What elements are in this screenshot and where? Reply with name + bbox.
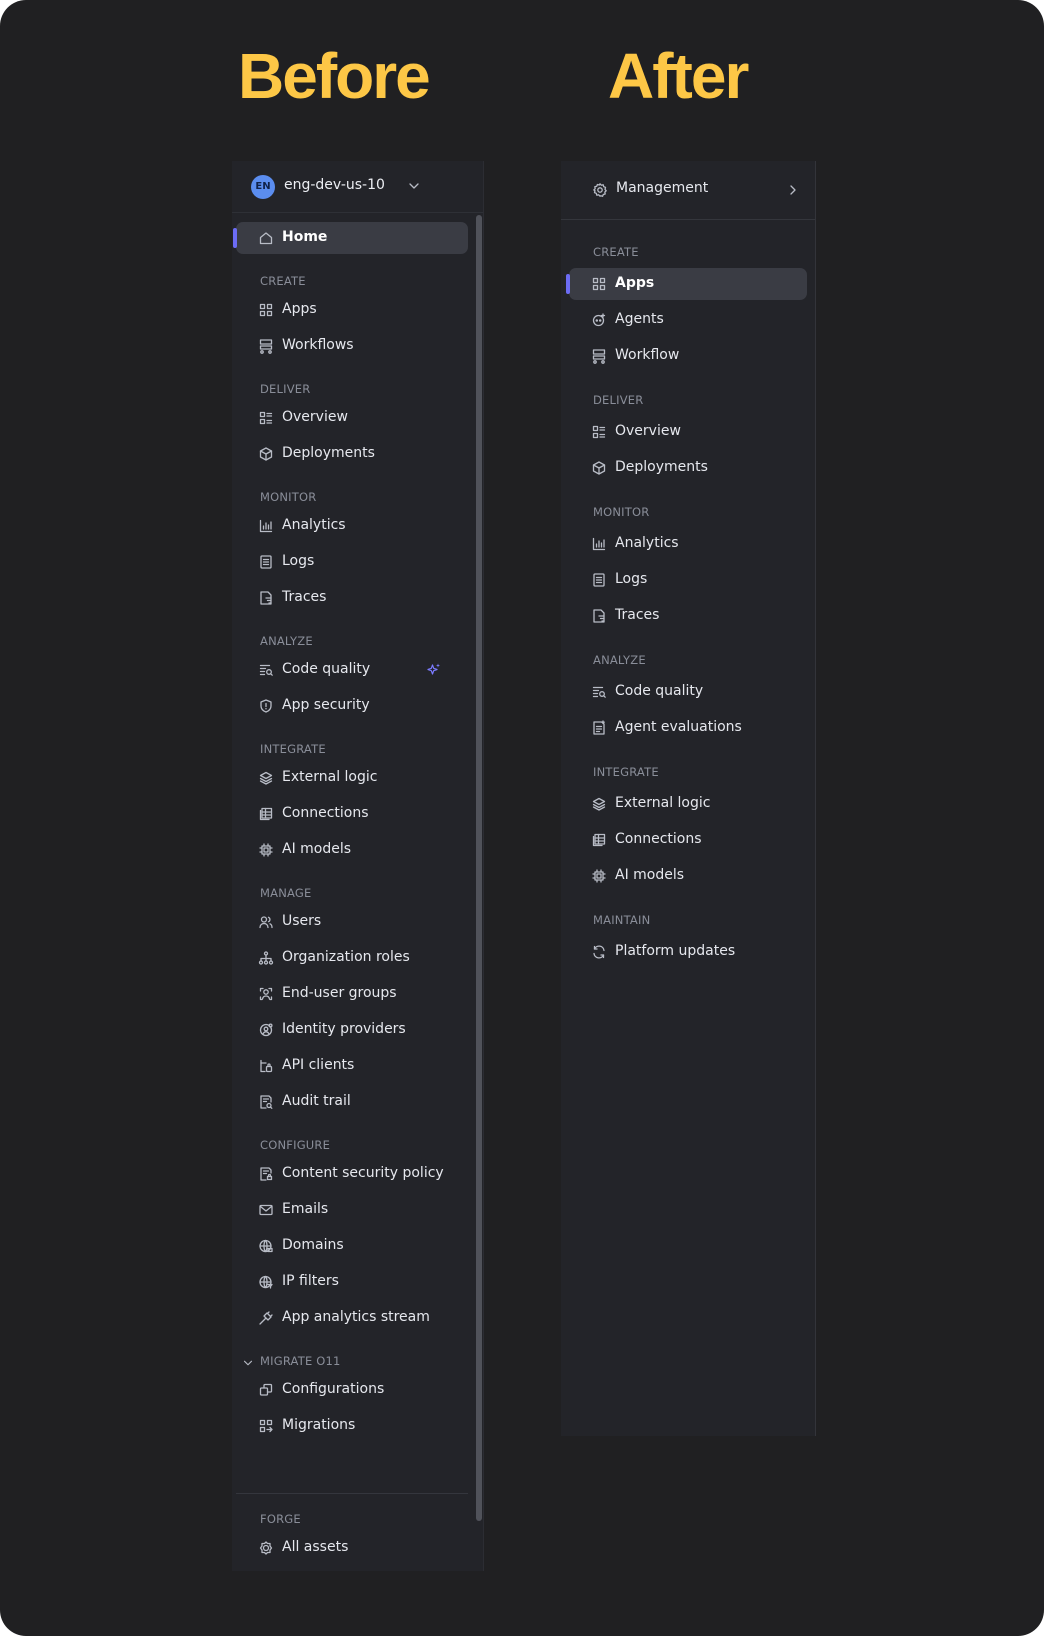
sidebar-item-analytics[interactable] [236,510,468,542]
nav-item-label: Identity providers [282,1021,406,1037]
sidebar-item-overview[interactable] [236,402,468,434]
sidebar-item-all-assets[interactable] [236,1532,468,1564]
trace-icon [591,608,607,624]
active-indicator [233,228,237,248]
nav-item-label: External logic [282,769,378,785]
user-group-icon [258,986,274,1002]
sidebar-item-domains[interactable] [236,1230,468,1262]
nav-item-label: External logic [615,795,711,811]
sidebar-item-identity-providers[interactable] [236,1014,468,1046]
sidebar-item-workflows[interactable] [236,330,468,362]
section-label-migrate-o11: MIGRATE O11 [260,1354,341,1368]
management-link[interactable] [561,161,815,220]
sidebar-after [561,161,816,1436]
active-indicator [566,274,570,294]
assets-icon [258,1540,274,1556]
sidebar-item-apps[interactable] [236,294,468,326]
nav-item-label: Users [282,913,322,929]
nav-item-label: Deployments [282,445,375,461]
nav-item-label: Domains [282,1237,344,1253]
code-search-icon [591,684,607,700]
sidebar-item-logs[interactable] [569,564,807,596]
chevron-right-icon [785,182,801,198]
nav-item-label: Configurations [282,1381,385,1397]
nav-item-label: End-user groups [282,985,397,1001]
sidebar-item-home[interactable] [236,222,468,254]
sidebar-item-configurations[interactable] [236,1374,468,1406]
chip-icon [591,868,607,884]
section-label-monitor: MONITOR [260,490,317,504]
sidebar-item-code-quality[interactable] [236,654,468,686]
nav-item-label: API clients [282,1057,355,1073]
sidebar-item-apps[interactable] [569,268,807,300]
sidebar-item-agent-evaluations[interactable] [569,712,807,744]
policy-icon [258,1166,274,1182]
code-search-icon [258,662,274,678]
sidebar-item-emails[interactable] [236,1194,468,1226]
chevron-down-icon[interactable] [406,178,422,194]
sidebar-item-end-user-groups[interactable] [236,978,468,1010]
section-label-deliver: DELIVER [593,393,644,407]
nav-item-label: Apps [282,301,317,317]
hierarchy-icon [258,950,274,966]
nav-item-label: Organization roles [282,949,410,965]
sparkle-icon [426,662,442,678]
nav-item-label: Deployments [615,459,708,475]
nav-item-label: All assets [282,1539,349,1555]
nav-item-label: Agent evaluations [615,719,742,735]
package-icon [258,446,274,462]
grid-icon [258,302,274,318]
audit-icon [258,1094,274,1110]
grid-icon [591,276,607,292]
document-icon [591,572,607,588]
nav-item-label: Migrations [282,1417,356,1433]
sidebar-item-traces[interactable] [569,600,807,632]
nav-item-label: Connections [615,831,702,847]
nav-item-label: Workflows [282,337,354,353]
nav-item-label: Connections [282,805,369,821]
chevron-down-icon[interactable] [241,1355,255,1369]
sidebar-item-connections[interactable] [569,824,807,856]
nav-item-label: App security [282,697,370,713]
sidebar-item-analytics[interactable] [569,528,807,560]
gear-icon [592,182,608,198]
api-client-icon [258,1058,274,1074]
shield-icon [258,698,274,714]
nav-item-label: Content security policy [282,1165,444,1181]
nav-item-label: AI models [615,867,685,883]
section-label-create: CREATE [260,274,306,288]
users-icon [258,914,274,930]
table-icon [258,806,274,822]
nav-item-label: AI models [282,841,352,857]
nav-item-label: App analytics stream [282,1309,430,1325]
sidebar-item-overview[interactable] [569,416,807,448]
sidebar-item-users[interactable] [236,906,468,938]
section-label-deliver: DELIVER [260,382,311,396]
sidebar-item-workflow[interactable] [569,340,807,372]
sidebar-item-deployments[interactable] [236,438,468,470]
sidebar-item-platform-updates[interactable] [569,936,807,968]
workspace-avatar: EN [251,175,275,199]
section-label-manage: MANAGE [260,886,312,900]
workspace-name: eng-dev-us-10 [284,177,385,193]
bar-chart-icon [258,518,274,534]
document-icon [258,554,274,570]
overview-icon [258,410,274,426]
sidebar-item-organization-roles[interactable] [236,942,468,974]
migration-icon [258,1418,274,1434]
section-label-analyze: ANALYZE [593,653,646,667]
section-label-create: CREATE [593,245,639,259]
nav-item-label: Apps [615,275,655,291]
sidebar-item-app-security[interactable] [236,690,468,722]
nav-item-label: Traces [615,607,660,623]
home-icon [258,230,274,246]
globe-filter-icon [258,1274,274,1290]
nav-item-label: Logs [615,571,648,587]
agent-icon [591,312,607,328]
nav-item-label: Agents [615,311,664,327]
globe-icon [258,1238,274,1254]
nav-item-label: Emails [282,1201,329,1217]
sidebar-item-content-security-policy[interactable] [236,1158,468,1190]
sidebar-item-agents[interactable] [569,304,807,336]
sidebar-item-migrations[interactable] [236,1410,468,1442]
sidebar-item-external-logic[interactable] [236,762,468,794]
evaluation-icon [591,720,607,736]
nav-item-label: Overview [282,409,348,425]
section-label-analyze: ANALYZE [260,634,313,648]
nav-item-label: Logs [282,553,315,569]
sidebar-item-code-quality[interactable] [569,676,807,708]
section-label-forge: FORGE [260,1512,301,1526]
management-label: Management [616,180,709,196]
workspace-switcher[interactable] [232,161,483,213]
nav-item-label: Code quality [282,661,371,677]
section-label-monitor: MONITOR [593,505,650,519]
chip-icon [258,842,274,858]
after-heading: After [608,40,748,112]
nav-item-label: IP filters [282,1273,339,1289]
workflow-icon [258,338,274,354]
sidebar-item-ip-filters[interactable] [236,1266,468,1298]
sidebar-item-external-logic[interactable] [569,788,807,820]
config-icon [258,1382,274,1398]
nav-item-label: Traces [282,589,327,605]
workflow-icon [591,348,607,364]
trace-icon [258,590,274,606]
nav-item-label: Home [282,229,328,245]
section-label-integrate: INTEGRATE [260,742,326,756]
layers-icon [591,796,607,812]
scrollbar-thumb[interactable] [476,215,482,1521]
nav-item-label: Audit trail [282,1093,351,1109]
nav-item-label: Analytics [615,535,679,551]
package-icon [591,460,607,476]
sidebar-item-app-analytics-stream[interactable] [236,1302,468,1334]
table-icon [591,832,607,848]
sidebar-item-traces[interactable] [236,582,468,614]
refresh-icon [591,944,607,960]
nav-item-label: Analytics [282,517,346,533]
sidebar-item-ai-models[interactable] [236,834,468,866]
sidebar-item-api-clients[interactable] [236,1050,468,1082]
section-label-integrate: INTEGRATE [593,765,659,779]
mail-icon [258,1202,274,1218]
overview-icon [591,424,607,440]
bar-chart-icon [591,536,607,552]
nav-item-label: Platform updates [615,943,736,959]
nav-item-label: Workflow [615,347,680,363]
nav-item-label: Overview [615,423,681,439]
sidebar-item-logs[interactable] [236,546,468,578]
layers-icon [258,770,274,786]
sidebar-item-connections[interactable] [236,798,468,830]
identity-icon [258,1022,274,1038]
nav-item-label: Code quality [615,683,704,699]
sidebar-before [232,161,484,1571]
before-heading: Before [238,40,429,112]
section-label-configure: CONFIGURE [260,1138,331,1152]
plug-icon [258,1310,274,1326]
sidebar-item-deployments[interactable] [569,452,807,484]
section-label-maintain: MAINTAIN [593,913,651,927]
sidebar-item-audit-trail[interactable] [236,1086,468,1118]
forge-divider [236,1493,468,1494]
sidebar-item-ai-models[interactable] [569,860,807,892]
